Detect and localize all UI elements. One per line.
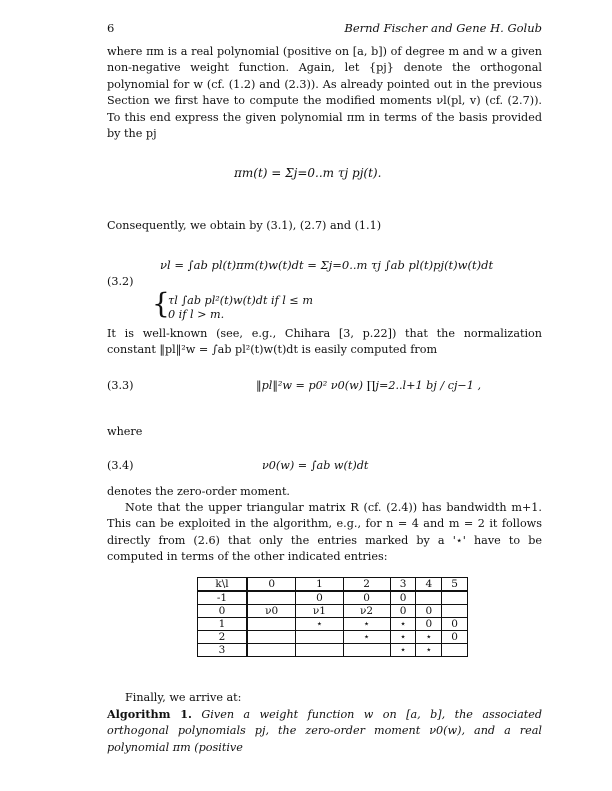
table-cell: 0 [296, 591, 343, 605]
table-cell: ⋆ [296, 618, 343, 631]
equation-pi-expansion: πm(t) = Σj=0..m τj pj(t). [234, 166, 382, 180]
table-header-cell: 2 [343, 578, 390, 592]
eq-label-3-3: (3.3) [107, 379, 134, 392]
table-cell [247, 631, 296, 644]
table-row [198, 605, 468, 618]
table-cell: ν1 [296, 605, 343, 618]
table-cell: ν0 [247, 605, 296, 618]
authors: Bernd Fischer and Gene H. Golub [344, 21, 542, 35]
table-cell [296, 644, 343, 657]
table-cell: ⋆ [390, 644, 416, 657]
eq-label-3-2: (3.2) [107, 275, 134, 288]
table-cell: 0 [343, 591, 390, 605]
table-cell: ν2 [343, 605, 390, 618]
page-number: 6 [107, 21, 115, 35]
table-cell: ⋆ [390, 631, 416, 644]
brace-icon: { [152, 287, 170, 320]
table-header-cell: k\l [198, 578, 247, 592]
algorithm-title: Algorithm 1. [107, 707, 192, 721]
table-cell [442, 644, 468, 657]
table-header-row [198, 578, 468, 592]
bandwidth-table [197, 577, 468, 657]
equation-3-2-case2: 0 if l > m. [168, 308, 225, 321]
equation-3-2-line1: νl = ∫ab pl(t)πm(t)w(t)dt = Σj=0..m τj ∫ab pl(t)pj(t)w(t)dt [160, 258, 494, 272]
table-cell [416, 591, 442, 605]
table-cell [442, 605, 468, 618]
table-cell: 0 [416, 605, 442, 618]
algorithm-1 [107, 706, 542, 756]
table-cell: ⋆ [390, 618, 416, 631]
table-cell: ⋆ [343, 618, 390, 631]
table-cell: 0 [442, 631, 468, 644]
paragraph-1: where πm is a real polynomial (positive on [a, b]) of degree m and w a given non-negative weight function. Again, let {pj} denote the orthogonal polynomial for w (cf. (1.2) and (2.3)). As already pointed out in the previous Section we first have to compute the modified moments νl(pl, v) (cf. (2.7)). To this end express the given polynomial πm in terms of the basis provided by the pj [107, 45, 542, 141]
table-cell: -1 [198, 591, 247, 605]
table-header-cell: 0 [247, 578, 296, 592]
paragraph-6: Note that the upper triangular matrix R (cf. (2.4)) has bandwidth m+1. This can be exploited in the algorithm, e.g., for n = 4 and m = 2 it follows directly from (2.6) that only the entries marked by a '⋆' have to be computed in terms of the other indicated entries: [107, 501, 542, 564]
table-cell: ⋆ [416, 631, 442, 644]
table-cell: 3 [198, 644, 247, 657]
table-header-cell: 1 [296, 578, 343, 592]
equation-3-3: ‖pl‖²w = p0² ν0(w) ∏j=2..l+1 bj / cj−1 , [256, 379, 482, 392]
paragraph-2: Consequently, we obtain by (3.1), (2.7) and (1.1) [107, 219, 382, 232]
equation-3-2-case1: τl ∫ab pl²(t)w(t)dt if l ≤ m [168, 294, 313, 307]
table-row [198, 618, 468, 631]
table-cell [296, 631, 343, 644]
table-cell: 0 [390, 591, 416, 605]
table-cell [343, 644, 390, 657]
table-cell: 2 [198, 631, 247, 644]
table-cell: 0 [442, 618, 468, 631]
table-header-cell: 3 [390, 578, 416, 592]
table-cell [247, 591, 296, 605]
table-cell: ⋆ [343, 631, 390, 644]
table-header-cell: 4 [416, 578, 442, 592]
table-cell [442, 591, 468, 605]
table-cell: 1 [198, 618, 247, 631]
table-cell: 0 [390, 605, 416, 618]
algorithm-text: Given a weight function w on [a, b], the associated orthogonal polynomials pj, the zero-order moment ν0(w), and a real polynomial πm (positive [107, 708, 543, 754]
table-cell [247, 618, 296, 631]
paragraph-4: where [107, 425, 143, 438]
table-row [198, 631, 468, 644]
table-header-cell: 5 [442, 578, 468, 592]
eq-label-3-4: (3.4) [107, 459, 134, 472]
paragraph-5: denotes the zero-order moment. [107, 485, 290, 498]
paragraph-3: It is well-known (see, e.g., Chihara [3, p.22]) that the normalization constant ‖pl‖²w = ∫ab pl²(t)w(t)dt is easily computed from [107, 327, 542, 357]
table-cell: 0 [198, 605, 247, 618]
table-row [198, 591, 468, 605]
equation-3-4: ν0(w) = ∫ab w(t)dt [262, 459, 369, 472]
table-cell [247, 644, 296, 657]
table-cell: 0 [416, 618, 442, 631]
table-row [198, 644, 468, 657]
paragraph-7: Finally, we arrive at: [125, 691, 242, 704]
table-cell: ⋆ [416, 644, 442, 657]
